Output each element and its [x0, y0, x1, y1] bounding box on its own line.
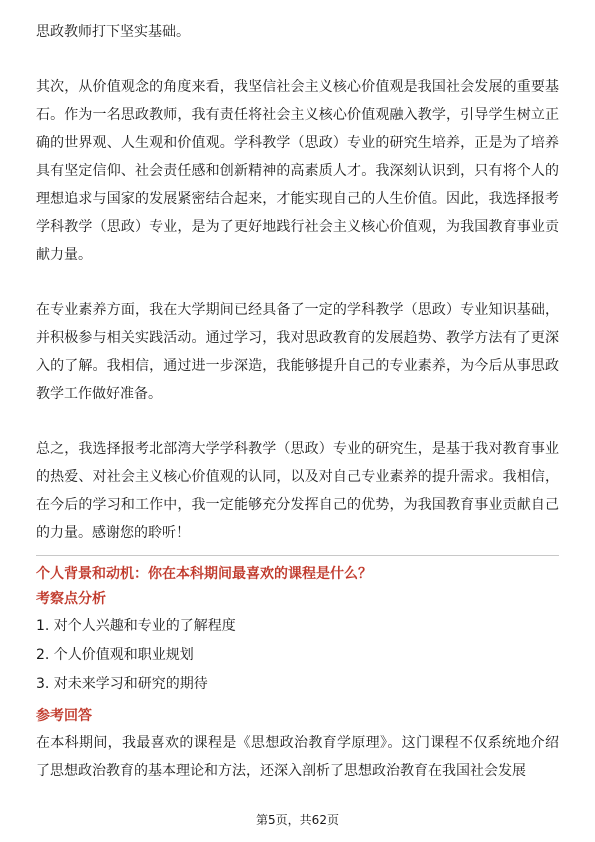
answer-text: 在本科期间，我最喜欢的课程是《思想政治教育学原理》。这门课程不仅系统地介绍了思想政治教育的基本理论和方法，还深入剖析了思想政治教育在我国社会发展: [36, 735, 559, 779]
answer-heading: 参考回答: [36, 708, 92, 724]
question-title: 个人背景和动机：你在本科期间最喜欢的课程是什么？: [36, 566, 372, 582]
analysis-point: 3. 对未来学习和研究的期待: [36, 676, 208, 692]
paragraph-gap: [36, 408, 559, 435]
analysis-point: 2. 个人价值观和职业规划: [36, 647, 194, 663]
paragraph-values: 其次，从价值观念的角度来看，我坚信社会主义核心价值观是我国社会发展的重要基石。作为一名思政教师，我有责任将社会主义核心价值观融入教学，引导学生树立正确的世界观、人生观和价值观。学科教学（思政）专业的研究生培养，正是为了培养具有坚定信仰、社会责任感和创新精神的高素质人才。我深刻认识到，只有将个人的理想追求与国家的发展紧密结合起来，才能实现自己的人生价值。因此，我选择报考学科教学（思政）专业，是为了更好地践行社会主义核心价值观，为我国教育事业贡献力量。: [36, 79, 559, 263]
paragraph-gap: [36, 46, 559, 73]
paragraph-professional: 在专业素养方面，我在大学期间已经具备了一定的学科教学（思政）专业知识基础，并积极参与相关实践活动。通过学习，我对思政教育的发展趋势、教学方法有了更深入的了解。我相信，通过进一步深造，我能够提升自己的专业素养，为今后从事思政教学工作做好准备。: [36, 302, 559, 402]
analysis-point: 1. 对个人兴趣和专业的了解程度: [36, 618, 236, 634]
paragraph-conclusion: 总之，我选择报考北部湾大学学科教学（思政）专业的研究生，是基于我对教育事业的热爱、对社会主义核心价值观的认同，以及对自己专业素养的提升需求。我相信，在今后的学习和工作中，我一定能够充分发挥自己的优势，为我国教育事业贡献自己的力量。感谢您的聆听！: [36, 441, 559, 541]
paragraph-continuation: 思政教师打下坚实基础。: [36, 24, 190, 40]
section-divider: [36, 555, 559, 556]
analysis-heading: 考察点分析: [36, 591, 106, 607]
page-number: 第5页，共62页: [256, 813, 339, 827]
paragraph-gap: [36, 269, 559, 296]
document-page: [36, 18, 559, 785]
